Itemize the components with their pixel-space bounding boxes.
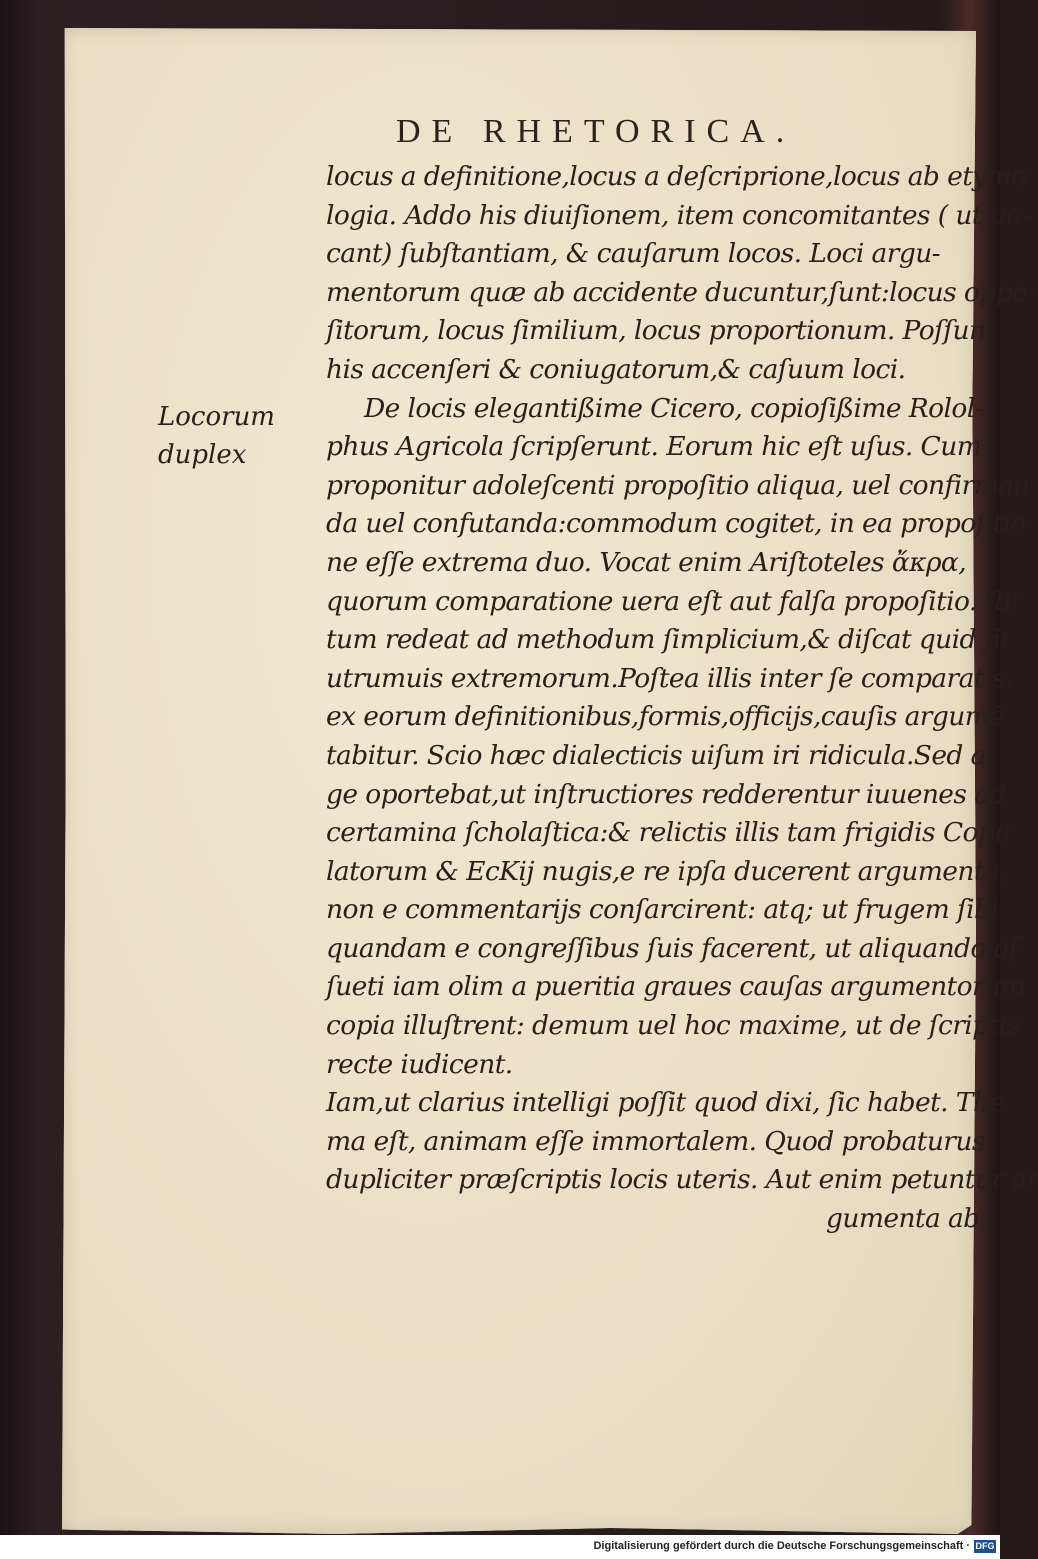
funding-notice: Digitalisierung gefördert durch die Deutsche Forschungsgemeinschaft · [593, 1540, 970, 1552]
text-line: ex eorum definitionibus,formis,officijs,cauſis argumē [326, 701, 1005, 733]
running-head: DE RHETORICA. [396, 113, 796, 150]
text-line: non e commentarijs conſarcirent: atq; ut frugem ſibi [326, 894, 999, 926]
footer-bar [0, 1535, 1000, 1559]
marginal-note-line: Locorum [158, 402, 275, 432]
text-line: De locis elegantißime Cicero, copioſißime Rolol- [364, 392, 983, 424]
text-line: latorum & EcKij nugis,e re ipſa ducerent argumenta, [326, 855, 1007, 887]
text-line: logia. Addo his diuiſionem, item concomitantes ( ut uo- [326, 199, 1030, 231]
text-line: copia illuſtrent: demum uel hoc maxime, ut de ſcriptis [326, 1010, 1020, 1042]
text-line: ma eſt, animam eſſe immortalem. Quod probaturus, [326, 1125, 993, 1157]
text-line: his accenſeri & coniugatorum,& caſuum loci. [326, 353, 906, 385]
text-line: da uel confutanda:commodum cogitet, in ea propoſitio- [326, 508, 1035, 540]
text-line: utrumuis extremorum.Poſtea illis inter ſe comparatis, [326, 662, 1013, 694]
text-line: proponitur adoleſcenti propoſitio aliqua, uel confirman [326, 469, 1030, 501]
text-line: ge oportebat,ut inſtructiores redderentur iuuenes ad [326, 778, 1006, 810]
text-line: tabitur. Scio hæc dialecticis uiſum iri ridicula.Sed a- [326, 739, 995, 771]
marginal-note [158, 398, 288, 474]
text-line: certamina ſcholaſtica:& relictis illis tam frigidis Copu [326, 817, 1011, 849]
text-line: Iam,ut clarius intelligi poſſit quod dixi, ſic habet. The- [326, 1087, 1013, 1119]
text-line: dupliciter præſcriptis locis uteris. Aut enim petuntur ar [326, 1164, 1038, 1196]
text-line: ſueti iam olim a pueritia graues cauſas argumentorum [326, 971, 1025, 1003]
body-text [326, 158, 1038, 1239]
text-line: locus a definitione,locus a deſcriprione,locus ab etymo [326, 161, 1027, 192]
text-line: mentorum quæ ab accidente ducuntur,ſunt:locus oppo- [326, 276, 1036, 308]
marginal-note-line: duplex [158, 440, 247, 470]
text-line: recte iudicent. [326, 1048, 513, 1080]
text-line: ne eſſe extrema duo. Vocat enim Ariſtoteles ἄκρα, [326, 546, 967, 578]
text-line: tum redeat ad methodum ſimplicium,& diſcat quid ſit [326, 624, 1011, 656]
text-line: cant) ſubſtantiam, & cauſarum locos. Loci argu- [326, 238, 941, 270]
text-line: quorum comparatione uera eſt aut falſa propoſitio. Ibi [326, 585, 1019, 617]
dfg-logo: DFG [975, 1541, 995, 1551]
text-line: ſitorum, locus ſimilium, locus proportionum. Poſſunt [326, 315, 996, 347]
text-line: phus Agricola ſcripſerunt. Eorum hic eſt uſus. Cum [326, 431, 982, 463]
text-line: quandam e congreſſibus ſuis facerent, ut aliquando aſ- [326, 932, 1027, 964]
catchword: gumenta ab [826, 1203, 980, 1235]
